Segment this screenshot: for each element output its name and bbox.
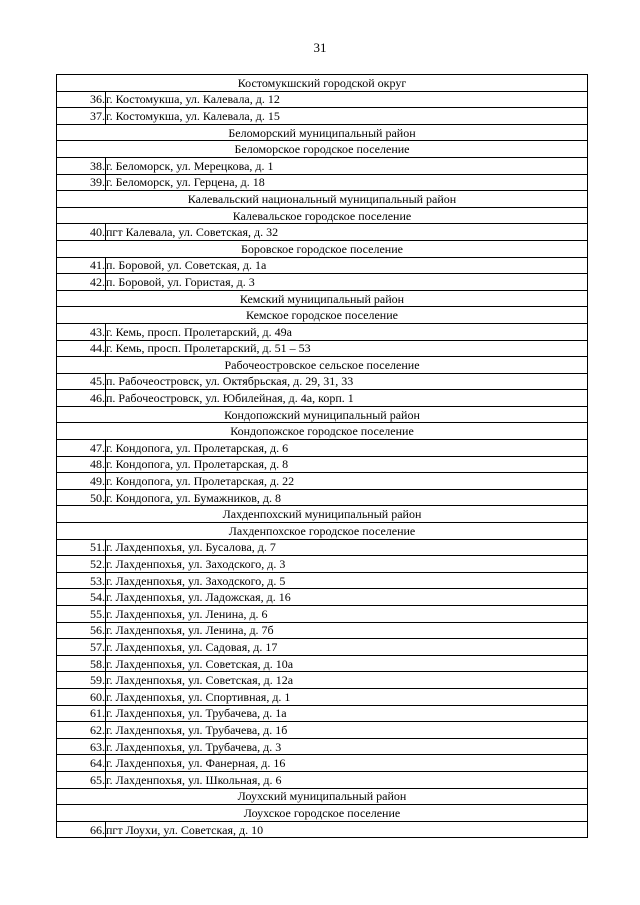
row-number: 66. bbox=[57, 821, 106, 838]
section-heading-row bbox=[57, 357, 588, 374]
section-heading-row bbox=[57, 240, 588, 257]
table-row bbox=[57, 655, 588, 672]
table-row bbox=[57, 622, 588, 639]
row-number: 63. bbox=[57, 738, 106, 755]
row-address: г. Лахденпохья, ул. Трубачева, д. 3 bbox=[106, 738, 588, 755]
table-row bbox=[57, 174, 588, 191]
address-table bbox=[56, 74, 588, 838]
row-address: г. Кемь, просп. Пролетарский, д. 49а bbox=[106, 323, 588, 340]
section-heading: Кондопожский муниципальный район bbox=[57, 406, 588, 423]
row-address: г. Лахденпохья, ул. Советская, д. 10а bbox=[106, 655, 588, 672]
table-row bbox=[57, 340, 588, 357]
row-address: г. Лахденпохья, ул. Бусалова, д. 7 bbox=[106, 539, 588, 556]
section-heading: Калевальское городское поселение bbox=[57, 207, 588, 224]
row-number: 44. bbox=[57, 340, 106, 357]
table-row bbox=[57, 771, 588, 788]
section-heading-row bbox=[57, 805, 588, 822]
row-number: 50. bbox=[57, 489, 106, 506]
row-address: п. Рабочеостровск, ул. Юбилейная, д. 4а, корп. 1 bbox=[106, 390, 588, 407]
row-number: 42. bbox=[57, 274, 106, 291]
section-heading-row bbox=[57, 788, 588, 805]
row-address: г. Лахденпохья, ул. Садовая, д. 17 bbox=[106, 639, 588, 656]
section-heading: Калевальский национальный муниципальный район bbox=[57, 191, 588, 208]
section-heading-row bbox=[57, 141, 588, 158]
row-number: 65. bbox=[57, 771, 106, 788]
table-row bbox=[57, 705, 588, 722]
row-address: п. Боровой, ул. Советская, д. 1а bbox=[106, 257, 588, 274]
row-address: г. Кондопога, ул. Бумажников, д. 8 bbox=[106, 489, 588, 506]
row-address: г. Кондопога, ул. Пролетарская, д. 8 bbox=[106, 456, 588, 473]
row-number: 48. bbox=[57, 456, 106, 473]
section-heading-row bbox=[57, 75, 588, 92]
section-heading-row bbox=[57, 506, 588, 523]
table-row bbox=[57, 323, 588, 340]
section-heading: Кемский муниципальный район bbox=[57, 290, 588, 307]
table-row bbox=[57, 473, 588, 490]
section-heading: Кемское городское поселение bbox=[57, 307, 588, 324]
table-row bbox=[57, 157, 588, 174]
table-row bbox=[57, 672, 588, 689]
section-heading: Беломорское городское поселение bbox=[57, 141, 588, 158]
table-row bbox=[57, 539, 588, 556]
row-number: 39. bbox=[57, 174, 106, 191]
page-number: 31 bbox=[313, 40, 327, 55]
section-heading: Кондопожское городское поселение bbox=[57, 423, 588, 440]
table-row bbox=[57, 606, 588, 623]
section-heading-row bbox=[57, 423, 588, 440]
table-row bbox=[57, 821, 588, 838]
row-address: п. Рабочеостровск, ул. Октябрьская, д. 29, 31, 33 bbox=[106, 373, 588, 390]
row-address: г. Лахденпохья, ул. Заходского, д. 3 bbox=[106, 556, 588, 573]
row-number: 43. bbox=[57, 323, 106, 340]
section-heading-row bbox=[57, 191, 588, 208]
row-number: 58. bbox=[57, 655, 106, 672]
row-number: 59. bbox=[57, 672, 106, 689]
row-number: 61. bbox=[57, 705, 106, 722]
section-heading: Рабочеостровское сельское поселение bbox=[57, 357, 588, 374]
row-number: 64. bbox=[57, 755, 106, 772]
row-address: г. Лахденпохья, ул. Фанерная, д. 16 bbox=[106, 755, 588, 772]
table-row bbox=[57, 755, 588, 772]
row-address: г. Лахденпохья, ул. Заходского, д. 5 bbox=[106, 572, 588, 589]
table-row bbox=[57, 572, 588, 589]
row-address: г. Лахденпохья, ул. Спортивная, д. 1 bbox=[106, 688, 588, 705]
section-heading-row bbox=[57, 207, 588, 224]
table-row bbox=[57, 257, 588, 274]
row-address: г. Беломорск, ул. Мерецкова, д. 1 bbox=[106, 157, 588, 174]
row-address: г. Лахденпохья, ул. Трубачева, д. 1б bbox=[106, 722, 588, 739]
row-number: 52. bbox=[57, 556, 106, 573]
table-row bbox=[57, 274, 588, 291]
address-table-body bbox=[57, 75, 588, 838]
row-address: г. Кондопога, ул. Пролетарская, д. 22 bbox=[106, 473, 588, 490]
row-address: п. Боровой, ул. Гористая, д. 3 bbox=[106, 274, 588, 291]
table-row bbox=[57, 738, 588, 755]
table-row bbox=[57, 489, 588, 506]
section-heading: Беломорский муниципальный район bbox=[57, 124, 588, 141]
section-heading: Лахденпохский муниципальный район bbox=[57, 506, 588, 523]
table-row bbox=[57, 390, 588, 407]
table-row bbox=[57, 440, 588, 457]
row-number: 54. bbox=[57, 589, 106, 606]
table-row bbox=[57, 91, 588, 108]
row-number: 56. bbox=[57, 622, 106, 639]
row-address: г. Кондопога, ул. Пролетарская, д. 6 bbox=[106, 440, 588, 457]
table-row bbox=[57, 722, 588, 739]
section-heading-row bbox=[57, 290, 588, 307]
row-number: 57. bbox=[57, 639, 106, 656]
table-row bbox=[57, 456, 588, 473]
table-row bbox=[57, 688, 588, 705]
section-heading: Костомукшский городской округ bbox=[57, 75, 588, 92]
section-heading-row bbox=[57, 406, 588, 423]
row-address: г. Костомукша, ул. Калевала, д. 15 bbox=[106, 108, 588, 125]
table-row bbox=[57, 556, 588, 573]
table-row bbox=[57, 224, 588, 241]
row-address: г. Лахденпохья, ул. Ленина, д. 7б bbox=[106, 622, 588, 639]
row-address: г. Лахденпохья, ул. Трубачева, д. 1а bbox=[106, 705, 588, 722]
row-number: 60. bbox=[57, 688, 106, 705]
section-heading: Боровское городское поселение bbox=[57, 240, 588, 257]
row-number: 36. bbox=[57, 91, 106, 108]
table-row bbox=[57, 108, 588, 125]
row-number: 45. bbox=[57, 373, 106, 390]
section-heading-row bbox=[57, 124, 588, 141]
row-address: г. Лахденпохья, ул. Школьная, д. 6 bbox=[106, 771, 588, 788]
row-address: г. Лахденпохья, ул. Ладожская, д. 16 bbox=[106, 589, 588, 606]
row-number: 62. bbox=[57, 722, 106, 739]
row-number: 51. bbox=[57, 539, 106, 556]
table-row bbox=[57, 639, 588, 656]
row-number: 47. bbox=[57, 440, 106, 457]
section-heading-row bbox=[57, 307, 588, 324]
section-heading: Лоухское городское поселение bbox=[57, 805, 588, 822]
table-row bbox=[57, 373, 588, 390]
section-heading: Лоухский муниципальный район bbox=[57, 788, 588, 805]
row-number: 49. bbox=[57, 473, 106, 490]
row-number: 53. bbox=[57, 572, 106, 589]
row-number: 38. bbox=[57, 157, 106, 174]
row-address: пгт Калевала, ул. Советская, д. 32 bbox=[106, 224, 588, 241]
section-heading: Лахденпохское городское поселение bbox=[57, 523, 588, 540]
section-heading-row bbox=[57, 523, 588, 540]
row-address: г. Беломорск, ул. Герцена, д. 18 bbox=[106, 174, 588, 191]
table-row bbox=[57, 589, 588, 606]
row-address: пгт Лоухи, ул. Советская, д. 10 bbox=[106, 821, 588, 838]
row-number: 41. bbox=[57, 257, 106, 274]
row-number: 55. bbox=[57, 606, 106, 623]
row-number: 46. bbox=[57, 390, 106, 407]
row-number: 37. bbox=[57, 108, 106, 125]
row-address: г. Лахденпохья, ул. Советская, д. 12а bbox=[106, 672, 588, 689]
row-address: г. Лахденпохья, ул. Ленина, д. 6 bbox=[106, 606, 588, 623]
row-address: г. Костомукша, ул. Калевала, д. 12 bbox=[106, 91, 588, 108]
row-number: 40. bbox=[57, 224, 106, 241]
row-address: г. Кемь, просп. Пролетарский, д. 51 – 53 bbox=[106, 340, 588, 357]
